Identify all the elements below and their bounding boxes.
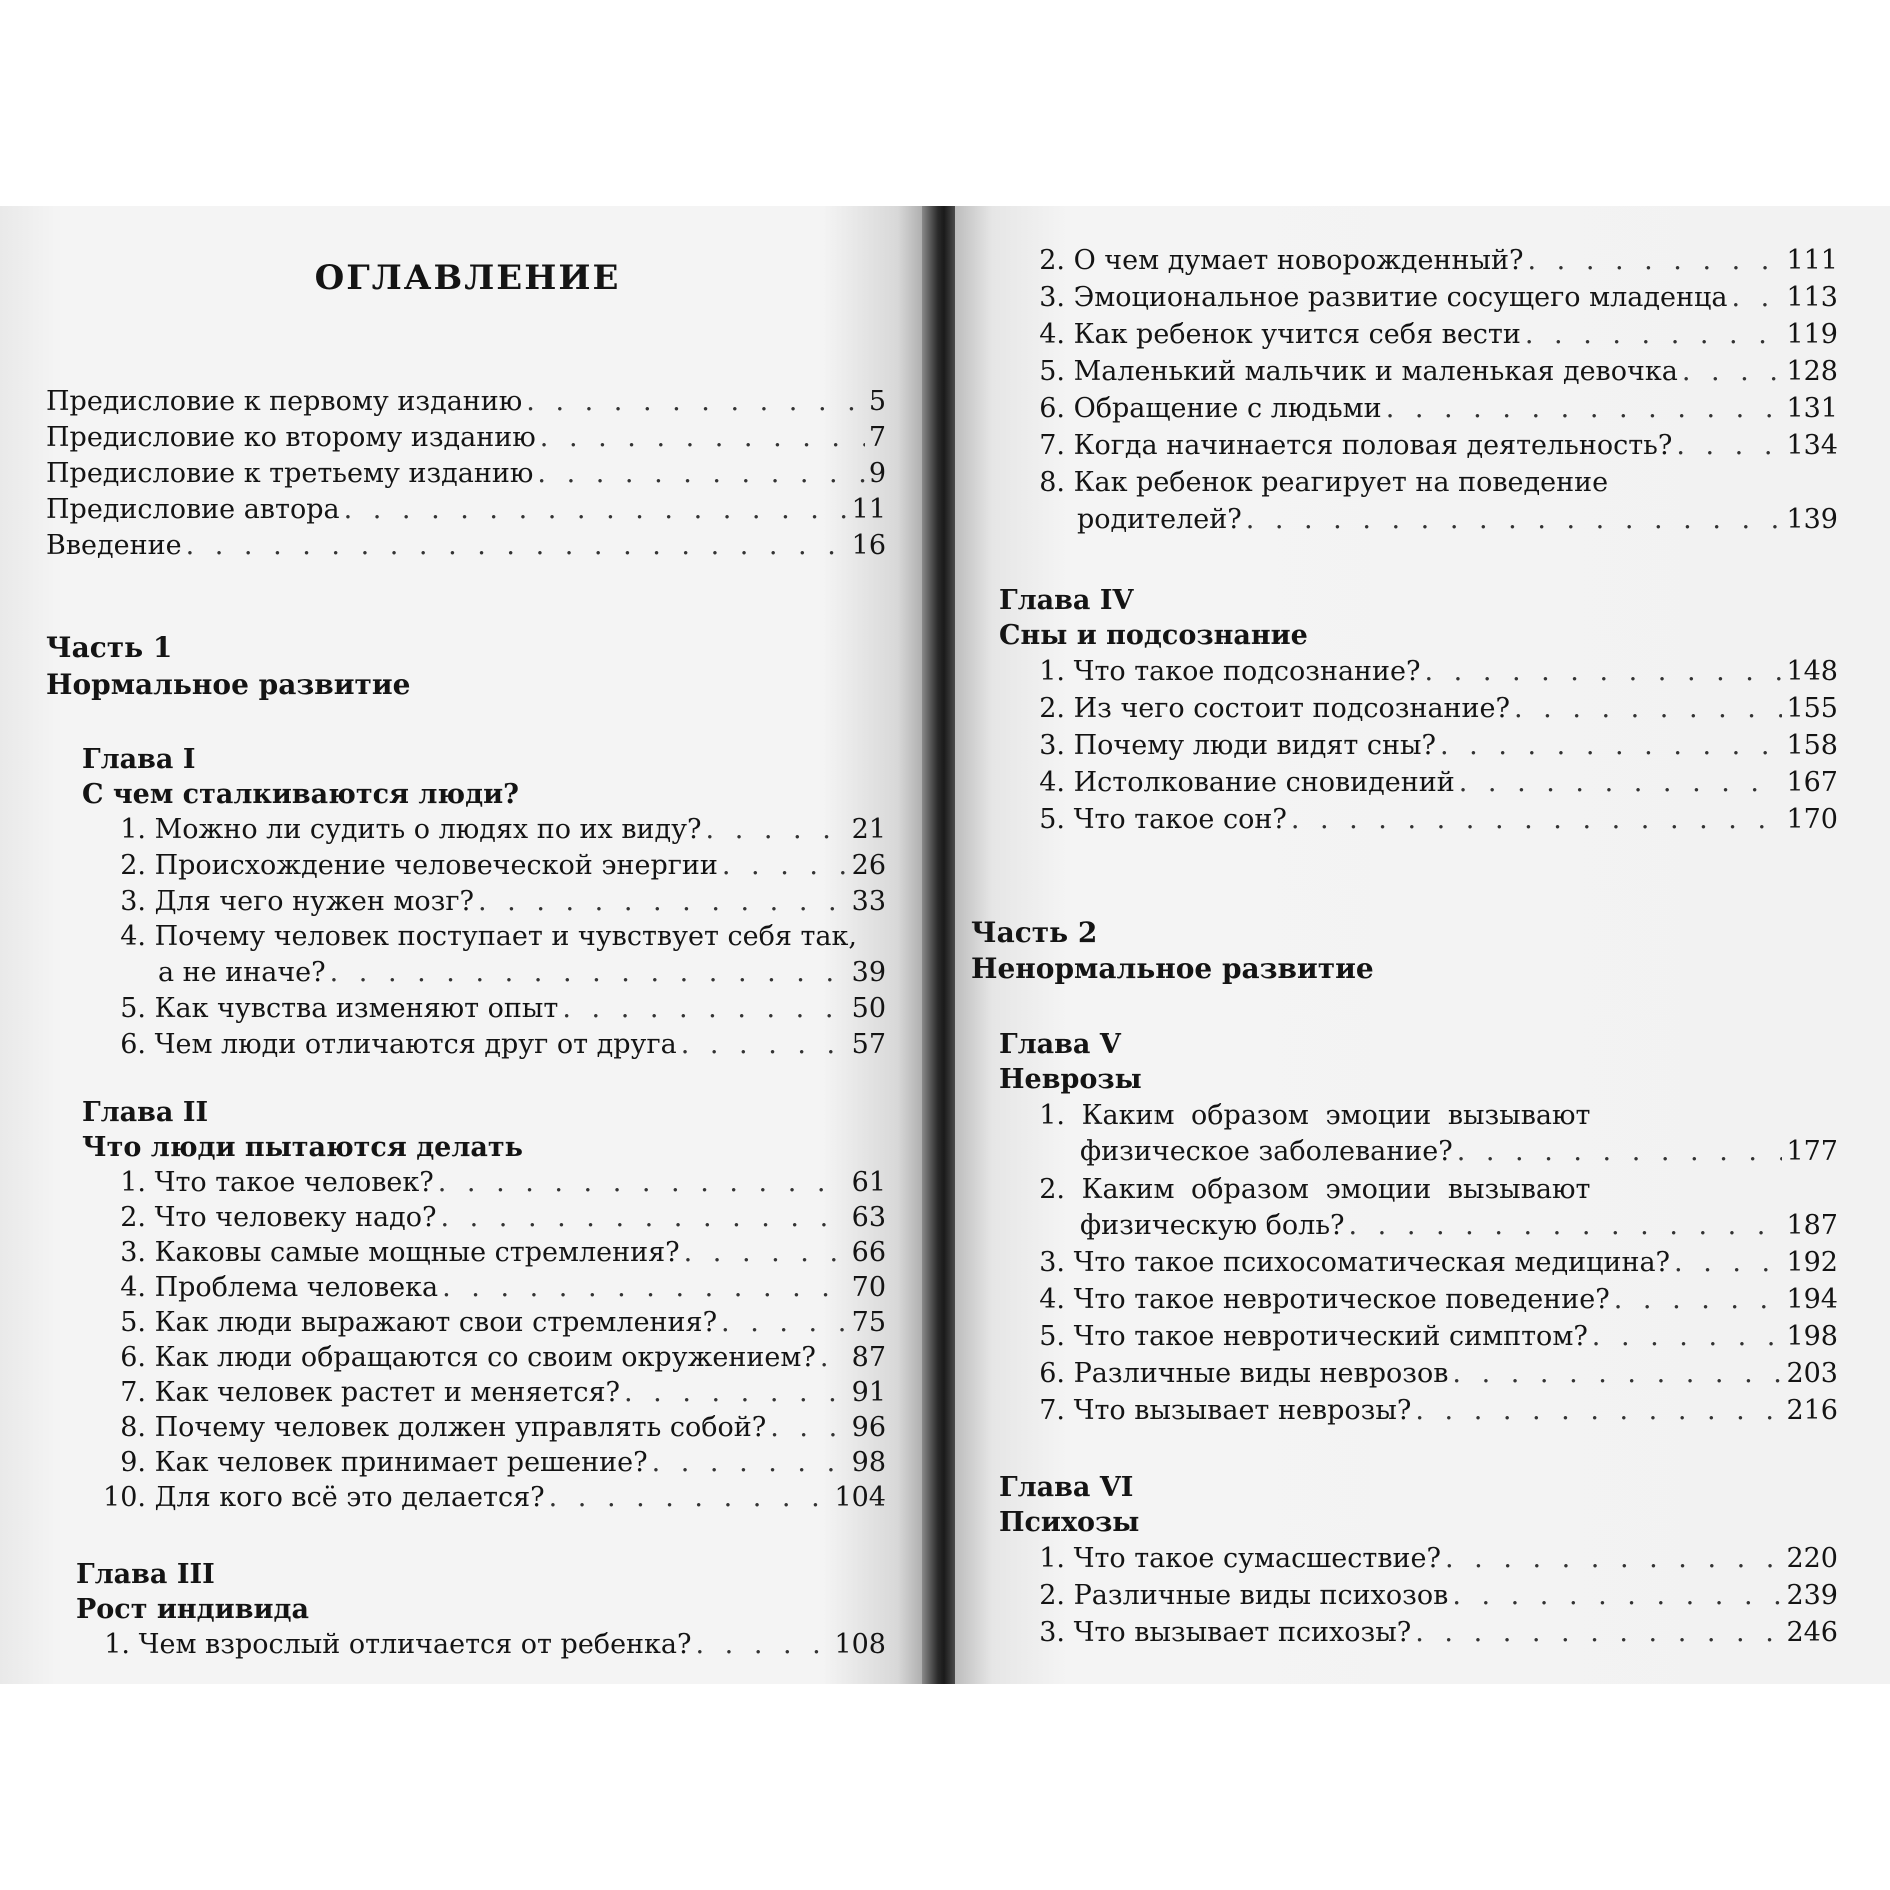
part-label: Часть 2 [971, 916, 1098, 949]
toc-entry: Предисловие к первому изданию . . . 5 [46, 385, 886, 419]
toc-entry: 5. Маленький мальчик и маленькая девочка . . . 128 [1035, 355, 1838, 389]
chapter-title: С чем сталкиваются люди? [82, 779, 519, 810]
toc-entry: 1. Что такое подсознание? . . . 148 [1035, 655, 1838, 689]
toc-entry: 4. Истолкование сновидений . . . 167 [1035, 766, 1838, 800]
toc-entry-line: 1. Каким образом эмоции вызывают [1039, 1100, 1591, 1131]
toc-entry: 1. Можно ли судить о людях по их виду? . . . 21 [106, 813, 886, 847]
toc-entry: 5. Как люди выражают свои стремления? . . . 75 [100, 1306, 886, 1340]
chapter-label: Глава II [82, 1097, 209, 1128]
chapter-label: Глава VI [999, 1472, 1134, 1503]
toc-entry: 1. Что такое сумасшествие? . . . 220 [1035, 1542, 1838, 1576]
toc-entry: 2. Что человеку надо? . . . 63 [100, 1201, 886, 1235]
toc-entry: 7. Что вызывает неврозы? . . . 216 [1035, 1394, 1838, 1428]
toc-entry: 2. Из чего состоит подсознание? . . . 155 [1035, 692, 1838, 726]
toc-entry: 2. Различные виды психозов . . . 239 [1035, 1579, 1838, 1613]
chapter-title: Рост индивида [76, 1594, 309, 1625]
toc-entry: а не иначе? . . . 39 [158, 956, 886, 990]
book-spread [0, 206, 1890, 1684]
toc-entry: 2. Происхождение человеческой энергии . . . 26 [106, 849, 886, 883]
toc-entry: физическое заболевание? . . . 177 [1080, 1135, 1838, 1169]
toc-entry: 10. Для кого всё это делается? . . . 104 [100, 1481, 886, 1515]
chapter-title: Что люди пытаются делать [82, 1132, 523, 1163]
toc-entry: 3. Каковы самые мощные стремления? . . . 66 [100, 1236, 886, 1270]
toc-entry: 7. Когда начинается половая деятельность? . . . 134 [1035, 429, 1838, 463]
chapter-label: Глава III [76, 1559, 215, 1590]
toc-entry-line: 2. Каким образом эмоции вызывают [1039, 1174, 1591, 1205]
toc-entry: Предисловие к третьему изданию . . . 9 [46, 457, 886, 491]
toc-entry: 7. Как человек растет и меняется? . . . 91 [100, 1376, 886, 1410]
right-page [955, 206, 1890, 1684]
toc-entry: 3. Почему люди видят сны? . . . 158 [1035, 729, 1838, 763]
chapter-title: Неврозы [999, 1064, 1142, 1095]
toc-entry-line: 8. Как ребенок реагирует на поведение [1039, 467, 1609, 498]
toc-entry: Предисловие ко второму изданию . . . 7 [46, 421, 886, 455]
toc-entry: 4. Проблема человека . . . 70 [100, 1271, 886, 1305]
toc-entry: Введение . . . 16 [46, 529, 886, 563]
toc-entry: 6. Как люди обращаются со своим окружением? . . . 87 [100, 1341, 886, 1375]
toc-entry: Предисловие автора . . . 11 [46, 493, 886, 527]
toc-entry: 6. Различные виды неврозов . . . 203 [1035, 1357, 1838, 1391]
toc-entry: 9. Как человек принимает решение? . . . 98 [100, 1446, 886, 1480]
toc-entry: 2. О чем думает новорожденный? . . . 111 [1035, 244, 1838, 278]
part-title: Ненормальное развитие [971, 952, 1374, 985]
toc-entry: 4. Что такое невротическое поведение? . . . 194 [1035, 1283, 1838, 1317]
toc-entry: 1. Чем взрослый отличается от ребенка? . . . 108 [100, 1628, 886, 1662]
toc-entry: 5. Что такое невротический симптом? . . . 198 [1035, 1320, 1838, 1354]
toc-entry: 6. Чем люди отличаются друг от друга . . . 57 [106, 1028, 886, 1062]
toc-entry: 5. Что такое сон? . . . 170 [1035, 803, 1838, 837]
left-page [0, 206, 935, 1684]
chapter-label: Глава IV [999, 585, 1134, 616]
toc-entry: 4. Как ребенок учится себя вести . . . 119 [1035, 318, 1838, 352]
toc-entry: 6. Обращение с людьми . . . 131 [1035, 392, 1838, 426]
part-title: Нормальное развитие [46, 668, 411, 701]
chapter-title: Сны и подсознание [999, 620, 1308, 651]
toc-entry: 3. Что вызывает психозы? . . . 246 [1035, 1616, 1838, 1650]
toc-entry: 3. Для чего нужен мозг? . . . 33 [106, 885, 886, 919]
toc-entry: 3. Что такое психосоматическая медицина? . . . 192 [1035, 1246, 1838, 1280]
chapter-label: Глава I [82, 744, 196, 775]
toc-entry: физическую боль? . . . 187 [1080, 1209, 1838, 1243]
toc-entry: 8. Почему человек должен управлять собой? . . . 96 [100, 1411, 886, 1445]
toc-entry: 5. Как чувства изменяют опыт . . . 50 [106, 992, 886, 1026]
toc-entry: 1. Что такое человек? . . . 61 [100, 1166, 886, 1200]
toc-entry: 3. Эмоциональное развитие сосущего младенца . . . 113 [1035, 281, 1838, 315]
toc-entry-line: 4. Почему человек поступает и чувствует себя так, [120, 921, 857, 952]
page-title: ОГЛАВЛЕНИЕ [314, 258, 621, 298]
part-label: Часть 1 [46, 631, 173, 664]
chapter-title: Психозы [999, 1507, 1140, 1538]
chapter-label: Глава V [999, 1029, 1121, 1060]
toc-entry: родителей? . . . 139 [1077, 503, 1838, 537]
